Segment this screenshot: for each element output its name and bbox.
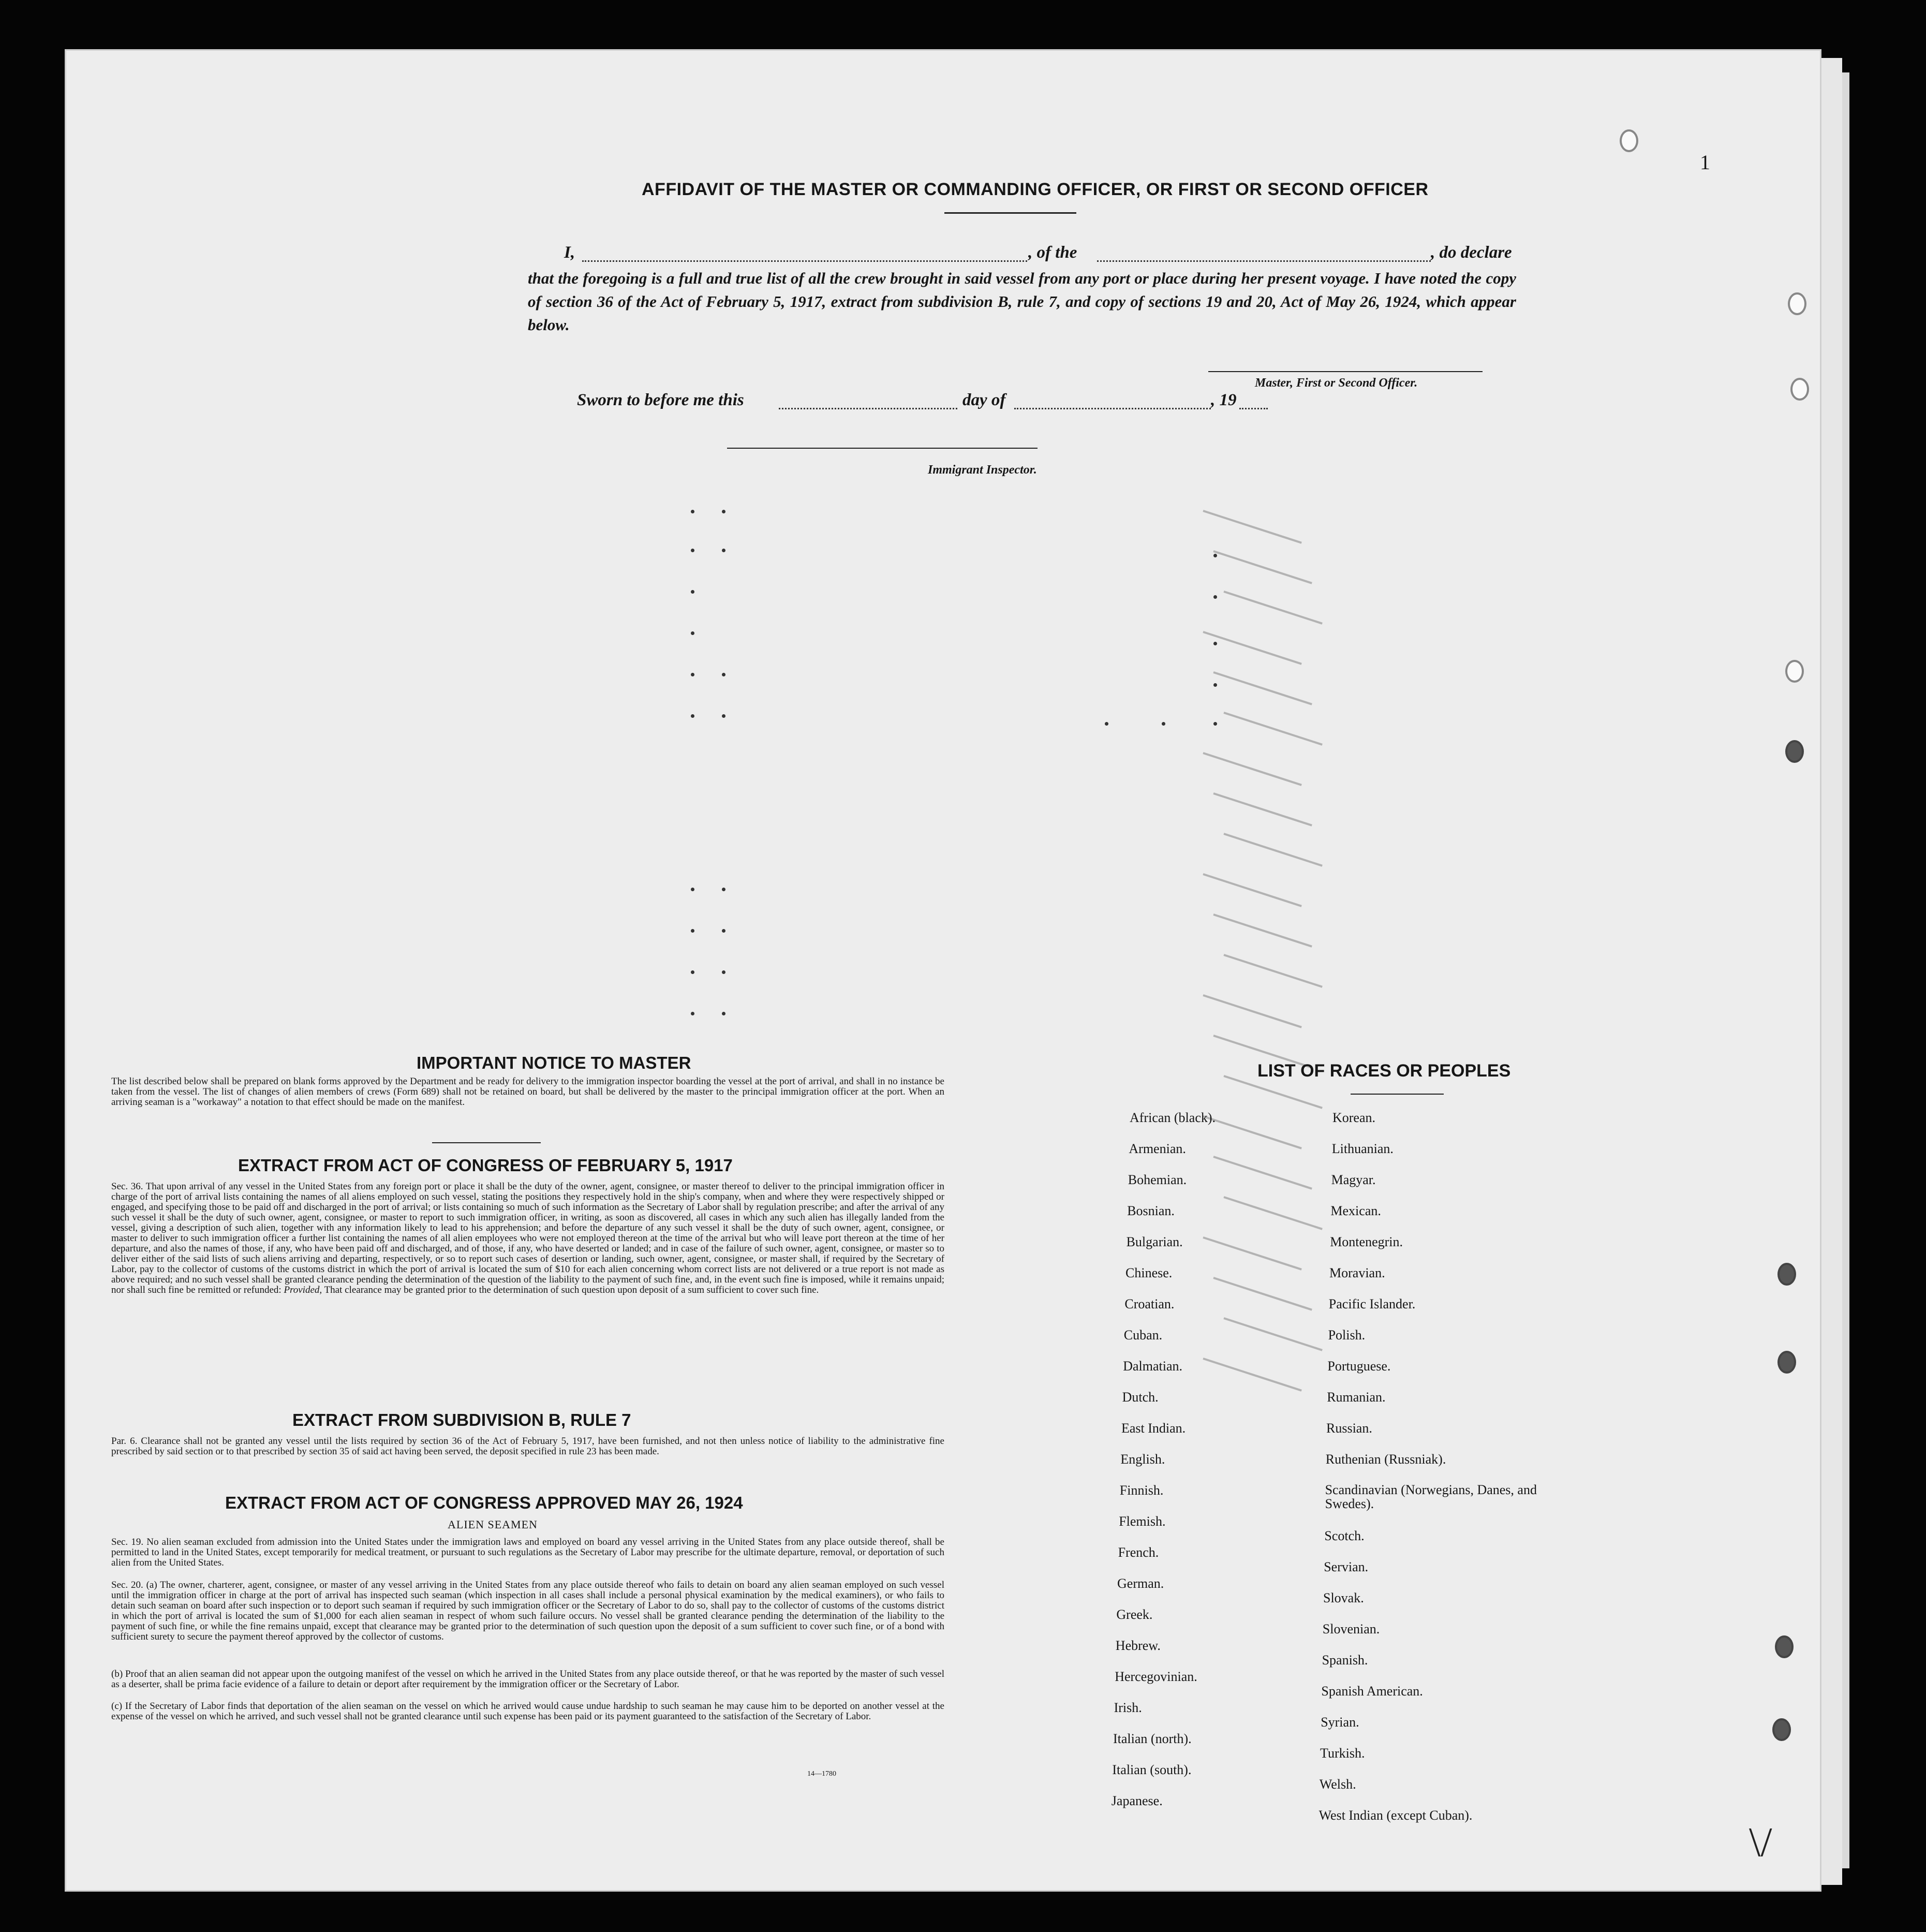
bleed-stroke [1223,833,1322,867]
extract-1924-title: EXTRACT FROM ACT OF CONGRESS APPROVED MAY 26, 1924 [225,1493,743,1512]
race-item: Dalmatian. [1123,1359,1182,1374]
race-item: Scotch. [1324,1528,1365,1543]
bleed-stroke [1223,712,1322,746]
sec19-body: Sec. 19. No alien seaman excluded from admission into the United States under the immigration laws and employed on board any vessel arriving in the United States from any place outside thereof, shall be permitted to land in the United States, except temporarily for medical treatment, or pursuant to such regulations as the Secretary of Labor may prescribe for the ultimate departure, removal, or deportation of such alien from the United States. [111,1537,944,1568]
bleed-dot [722,510,725,513]
bleed-stroke [1213,1156,1312,1190]
race-item: Mexican. [1330,1203,1381,1218]
affidavit-title: AFFIDAVIT OF THE MASTER OR COMMANDING OFFICER, OR FIRST OR SECOND OFFICER [642,180,1429,199]
race-item: Bulgarian. [1126,1234,1183,1249]
race-item: Flemish. [1119,1514,1166,1529]
rule7-body: Par. 6. Clearance shall not be granted any vessel until the lists required by section 36 of the Act of February 5, 1917, have been furnished, and not then unless notice of liability to the administrative fine prescribed by said section or to that prescribed by section 35 of said act having been served, the deposit specified in rule 23 has been made. [111,1436,944,1457]
punch-hole [1785,740,1804,763]
race-item: English. [1120,1452,1165,1467]
race-item: French. [1118,1545,1159,1560]
bleed-stroke [1203,1236,1301,1271]
race-item: Scandinavian (Norwegians, Danes, and Swedes). [1325,1482,1537,1511]
bleed-stroke [1203,510,1301,544]
master-caption: Master, First or Second Officer. [1255,376,1418,390]
race-item: Moravian. [1329,1265,1385,1280]
race-item: Greek. [1116,1607,1153,1622]
inspector-signature-line [727,448,1038,449]
extract-1917-body [111,1182,944,1295]
race-item: Bohemian. [1128,1172,1187,1187]
race-item: Japanese. [1111,1793,1163,1808]
affidavit-do-declare-label: , do declare [1431,243,1512,262]
notice-title: IMPORTANT NOTICE TO MASTER [417,1053,691,1072]
sworn-label: Sworn to before me this [577,391,744,409]
document-page [65,49,1821,1892]
bleed-dot [722,888,725,891]
race-item: Croatian. [1124,1296,1175,1311]
vessel-field-line [1097,260,1431,262]
bleed-dot [691,631,694,635]
race-item: Italian (north). [1113,1731,1192,1746]
affidavit-declaration: that the foregoing is a full and true list of all the crew brought in said vessel from any port or place during her present voyage. I have noted the copy of section 36 of the Act of February 5, 1917, extract from subdivision B, rule 7, and copy of sections 19 and 20, Act of May 26, 1924, which appear below. [528,269,1516,334]
race-item: Portuguese. [1327,1359,1391,1374]
race-item: Turkish. [1320,1746,1365,1761]
punch-hole [1785,660,1804,683]
races-underline [1351,1094,1444,1095]
race-item: Spanish American. [1321,1684,1423,1699]
punch-hole [1620,129,1638,152]
bleed-dot [1213,642,1217,645]
race-item: Armenian. [1129,1141,1186,1156]
bleed-dot [1213,595,1217,599]
bleed-dot [1213,722,1217,726]
sworn-year-line [1239,408,1268,409]
sec20a-body: Sec. 20. (a) The owner, charterer, agent, consignee, or master of any vessel arriving in the United States from any place outside thereof who fails to detain on board any alien seaman employed on such vessel until the immigration officer in charge at the port of arrival has inspected such seaman (which inspection in all cases shall include a personal physical examination by the medical examiners), or who fails to detain such seaman on board after such inspection or to deport such seaman if required by such immigration officer or the Secretary of Labor to do so, shall pay to the collector of customs of the customs district in which the port of arrival is located the sum of $1,000 for each alien seaman in respect of whom such failure occurs. No vessel shall be granted clearance pending the determination of the liability to the payment of such fine, or while the fine remains unpaid, except that clearance may be granted prior to the determination of such question upon the deposit of a sum sufficient to cover such fine, or of a bond with sufficient surety to secure the payment thereof approved by the collector of customs. [111,1580,944,1642]
race-item: Servian. [1324,1559,1369,1574]
alien-seamen-subtitle: ALIEN SEAMEN [448,1518,538,1531]
race-item: Bosnian. [1127,1203,1175,1218]
race-item: German. [1117,1576,1164,1591]
bleed-dot [691,929,694,933]
race-item: Slovak. [1323,1590,1364,1605]
bleed-stroke [1203,1358,1301,1392]
bleed-stroke [1203,994,1301,1028]
race-item: Chinese. [1125,1265,1173,1280]
race-item: Lithuanian. [1331,1141,1394,1156]
year-label: , 19 [1211,391,1237,409]
punch-hole [1772,1718,1791,1741]
punch-hole [1788,292,1806,315]
bleed-stroke [1203,631,1301,665]
bleed-dot [691,970,694,974]
inspector-caption: Immigrant Inspector. [928,463,1037,477]
punch-hole [1777,1263,1796,1286]
race-item: Russian. [1326,1421,1372,1436]
race-item: Dutch. [1122,1390,1159,1405]
divider [432,1142,541,1143]
extract-1917-title: EXTRACT FROM ACT OF CONGRESS OF FEBRUARY 5, 1917 [238,1156,733,1175]
bleed-dot [691,714,694,718]
bleed-dot [691,888,694,891]
race-item: Syrian. [1321,1715,1359,1730]
provided-word: Provided, [284,1285,322,1295]
bleed-dot [1213,683,1217,687]
race-item: Irish. [1114,1700,1142,1715]
race-item: Montenegrin. [1330,1234,1403,1249]
sworn-month-line [1014,408,1211,409]
bleed-dot [722,714,725,718]
race-item: Cuban. [1123,1328,1163,1343]
race-item: East Indian. [1121,1421,1186,1436]
race-item: Finnish. [1119,1483,1164,1498]
bleed-stroke [1213,913,1312,948]
bleed-stroke [1223,954,1322,988]
bleed-stroke [1223,591,1322,625]
affidavit-i-label: I, [564,243,575,262]
bleed-stroke [1213,792,1312,827]
bleed-dot [691,510,694,513]
sec20b-body: (b) Proof that an alien seaman did not appear upon the outgoing manifest of the vessel on which he arrived in the United States from any place outside thereof, or that he was reported by the master of such vessel as a deserter, shall be prima facie evidence of a failure to detain or deport after requirement by the immigration officer or the Secretary of Labor. [111,1669,944,1690]
race-item: Italian (south). [1112,1762,1192,1777]
day-of-label: day of [962,391,1006,409]
bleed-dot [691,673,694,676]
race-item: Welsh. [1319,1777,1356,1792]
bleed-dot [1105,722,1108,726]
bleed-stroke [1223,1196,1322,1230]
bleed-dot [1162,722,1165,726]
race-item: Slovenian. [1322,1621,1380,1636]
bleed-dot [691,590,694,594]
form-number: 14—1780 [807,1770,836,1778]
title-underline [944,212,1076,214]
bleed-dot [722,1012,725,1015]
punch-hole [1775,1635,1794,1658]
race-item: Magyar. [1331,1172,1376,1187]
margin-mark-top: 1 [1700,151,1710,174]
master-signature-line [1208,371,1483,372]
bleed-dot [722,549,725,552]
punch-hole [1777,1351,1796,1374]
race-item: Pacific Islander. [1328,1296,1416,1311]
races-title: LIST OF RACES OR PEOPLES [1257,1061,1511,1081]
margin-mark-bottom: \/ [1749,1820,1772,1865]
race-item: Hebrew. [1115,1638,1161,1653]
bleed-dot [691,1012,694,1015]
bleed-dot [691,549,694,552]
notice-body: The list described below shall be prepared on blank forms approved by the Department and be ready for delivery to the immigration inspector boarding the vessel at the port of arrival, and shall in no instance be taken from the vessel. The list of changes of alien members of crews (Form 689) shall not be retained on board, but shall be delivered by the master to the principal immigration officer at the port. When an arriving seaman is a "workaway" a notation to that effect should be made on the manifest. [111,1076,944,1108]
bleed-stroke [1203,1115,1301,1149]
sec20c-body: (c) If the Secretary of Labor finds that deportation of the alien seaman on the vessel on which he arrived would cause undue hardship to such seaman he may cause him to be deported on another vessel at the expense of the vessel on which he arrived, and such vessel shall not be granted clearance until such expense has been paid or its payment guaranteed to the satisfaction of the Secretary of Labor. [111,1701,944,1722]
name-field-line [582,260,1027,262]
extract-1917-text-end: That clearance may be granted prior to the determination of such question upon deposit of a sum sufficient to cover such fine. [324,1285,819,1295]
sworn-day-line [779,408,957,409]
affidavit-of-the-label: , of the [1028,243,1077,262]
rule7-title: EXTRACT FROM SUBDIVISION B, RULE 7 [292,1410,631,1429]
bleed-dot [1213,554,1217,557]
race-item: Polish. [1328,1328,1366,1343]
race-item: West Indian (except Cuban). [1318,1808,1473,1823]
bleed-stroke [1213,1277,1312,1311]
race-item: Ruthenian (Russniak). [1325,1452,1446,1467]
race-item: Korean. [1332,1110,1376,1125]
bleed-stroke [1203,873,1301,907]
bleed-dot [722,929,725,933]
race-item: African (black). [1130,1110,1216,1125]
bleed-stroke [1223,1317,1322,1351]
extract-1917-text: Sec. 36. That upon arrival of any vessel in the United States from any foreign port or place it shall be the duty of the owner, agent, consignee, or master thereof to deliver to the principal immigration officer in charge of the port of arrival lists containing the names of all aliens employed on such vessel, stating the positions they respectively hold in the ship's company, when and where they were respectively shipped or engaged, and specifying those to be paid off and discharged in the port of arrival; or lists containing so much of such information as the Secretary of Labor shall by regulation prescribe; and after the arrival of any such vessel it shall be the duty of such owner, agent, consignee, or master to report to such immigration officer, in writing, as soon as discovered, all cases in which any such alien has illegally landed from the vessel, giving a description of such alien, together with any information likely to lead to his apprehension; and before the departure of any such vessel it shall be the duty of such owner, agent, consignee, or master to deliver to such immigration officer a further list containing the names of all alien employees who were not employed thereon at the time of the arrival but who will leave port thereon at the time of her departure, and also the names of those, if any, who have been paid off and discharged, and of those, if any, who have deserted or landed; and in case of the failure of such owner, agent, consignee, or master so to deliver either of the said lists of such aliens arriving and departing, respectively, or so to report such cases of desertion or landing, such owner, agent, consignee, or master shall, if required by the Secretary of Labor, pay to the collector of customs of the customs district in which the port of arrival is located the sum of $10 for each alien concerning whom correct lists are not delivered or a true report is not made as above required; and no such vessel shall be granted clearance pending the determination of the question of the liability to the payment of such fine, and, in the event such fine is imposed, while it remains unpaid; nor shall such fine be remitted or refunded: [111,1181,944,1295]
race-item: Rumanian. [1327,1390,1386,1405]
bleed-stroke [1213,550,1312,584]
race-item: Spanish. [1322,1653,1368,1668]
race-item: Hercegovinian. [1115,1669,1197,1684]
bleed-stroke [1203,752,1301,786]
bleed-dot [722,970,725,974]
bleed-dot [722,673,725,676]
punch-hole [1790,378,1809,401]
bleed-stroke [1213,671,1312,705]
